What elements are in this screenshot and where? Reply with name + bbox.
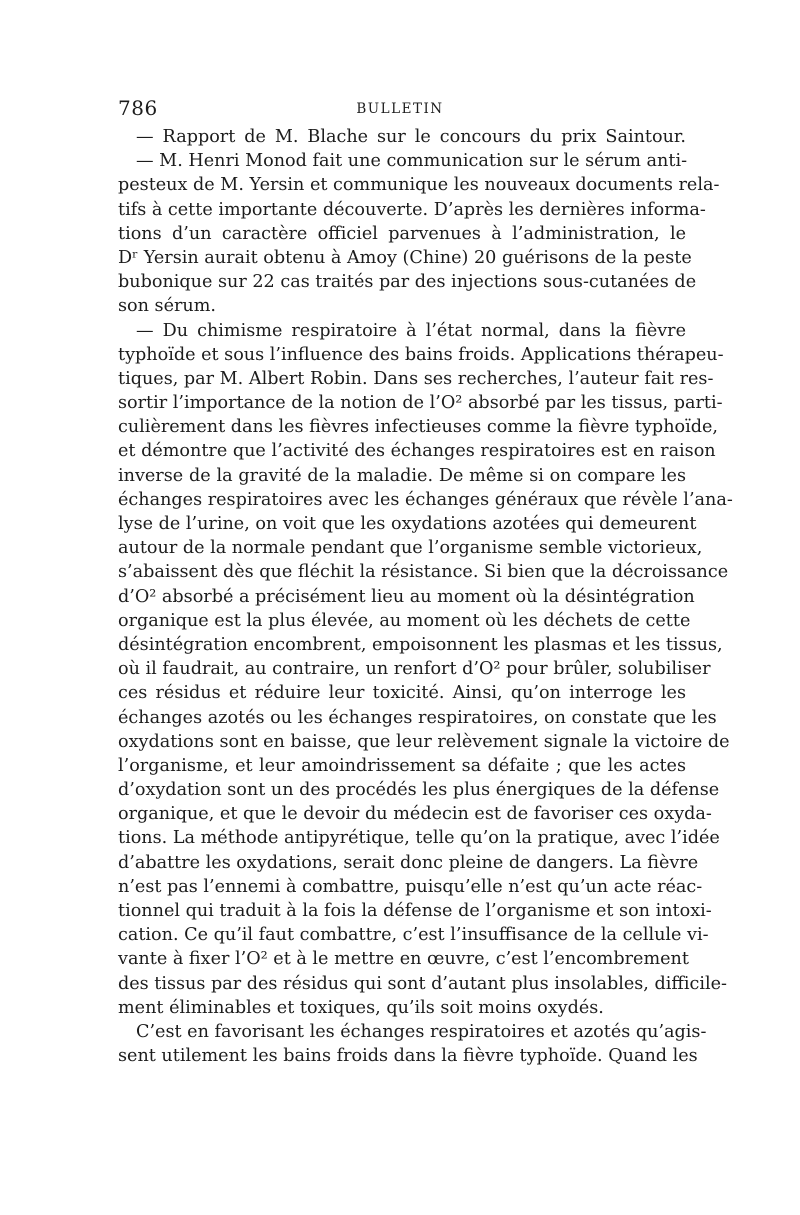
text-line: autour de la normale pendant que l’organisme semble victorieux, <box>118 538 703 559</box>
text-line: tiques, par M. Albert Robin. Dans ses recherches, l’auteur fait res- <box>118 368 714 389</box>
text-line: et démontre que l’activité des échanges respiratoires est en raison <box>118 441 716 462</box>
text-line: — Du chimisme respiratoire à l’état normal, dans la fièvre <box>136 320 686 341</box>
text-line: tions d’un caractère officiel parvenues à l’administration, le <box>118 223 686 244</box>
text-line: pesteux de M. Yersin et communique les nouveaux documents rela- <box>118 175 720 196</box>
text-line: bubonique sur 22 cas traités par des injections sous-cutanées de <box>118 272 697 293</box>
text-line: échanges respiratoires avec les échanges généraux que révèle l’ana- <box>118 489 733 510</box>
text-line: oxydations sont en baisse, que leur relèvement signale la victoire de <box>118 731 730 752</box>
text-line: tions. La méthode antipyrétique, telle qu’on la pratique, avec l’idée <box>118 828 720 849</box>
text-line: tifs à cette importante découverte. D’après les dernières informa- <box>118 199 706 220</box>
text-line: désintégration encombrent, empoisonnent les plasmas et les tissus, <box>118 634 723 655</box>
text-line: inverse de la gravité de la maladie. De même si on compare les <box>118 465 686 486</box>
text-line: cation. Ce qu’il faut combattre, c’est l’insuffisance de la cellule vi- <box>118 925 709 946</box>
text-line: n’est pas l’ennemi à combattre, puisqu’elle n’est qu’un acte réac- <box>118 876 703 897</box>
text-line: typhoïde et sous l’influence des bains froids. Applications thérapeu- <box>118 344 724 365</box>
text-line: sortir l’importance de la notion de l’O² absorbé par les tissus, parti- <box>118 393 723 414</box>
text-line: son sérum. <box>118 296 217 317</box>
text-line: s’abaissent dès que fléchit la résistance. Si bien que la décroissance <box>118 562 729 583</box>
text-line: C’est en favorisant les échanges respiratoires et azotés qu’agis- <box>136 1021 707 1042</box>
text-line: lyse de l’urine, on voit que les oxydations azotées qui demeurent <box>118 514 697 534</box>
text-line: organique, et que le devoir du médecin est de favoriser ces oxyda- <box>118 804 712 825</box>
text-line: où il faudrait, au contraire, un renfort d’O² pour brûler, solubiliser <box>118 659 711 680</box>
text-line: d’oxydation sont un des procédés les plus énergiques de la défense <box>118 780 720 801</box>
text-line: — M. Henri Monod fait une communication sur le sérum anti- <box>136 151 688 172</box>
text-line: — Rapport de M. Blache sur le concours du prix Saintour. <box>136 127 686 147</box>
text-line: Dʳ Yersin aurait obtenu à Amoy (Chine) 20 guérisons de la peste <box>118 247 692 268</box>
text-line: ment éliminables et toxiques, qu’ils soit moins oxydés. <box>118 997 604 1018</box>
text-line: culièrement dans les fièvres infectieuses comme la fièvre typhoïde, <box>118 417 719 438</box>
body-text <box>118 125 733 1068</box>
text-line: des tissus par des résidus qui sont d’autant plus insolables, difficile- <box>118 973 727 994</box>
text-line: l’organisme, et leur amoindrissement sa défaite ; que les actes <box>118 755 686 776</box>
running-head: BULLETIN <box>356 101 444 117</box>
text-line: organique est la plus élevée, au moment où les déchets de cette <box>118 610 691 631</box>
text-line: d’O² absorbé a précisément lieu au moment où la désintégration <box>118 586 695 607</box>
page-number: 786 <box>118 96 158 120</box>
text-line: vante à fixer l’O² et à le mettre en œuvre, c’est l’encombrement <box>118 949 689 970</box>
text-line: échanges azotés ou les échanges respiratoires, on constate que les <box>118 707 717 728</box>
text-line: sent utilement les bains froids dans la fièvre typhoïde. Quand les <box>118 1046 698 1067</box>
text-line: d’abattre les oxydations, serait donc pleine de dangers. La fièvre <box>118 852 699 873</box>
text-line: tionnel qui traduit à la fois la défense de l’organisme et son intoxi- <box>118 901 712 921</box>
text-line: ces résidus et réduire leur toxicité. Ainsi, qu’on interroge les <box>118 683 686 704</box>
